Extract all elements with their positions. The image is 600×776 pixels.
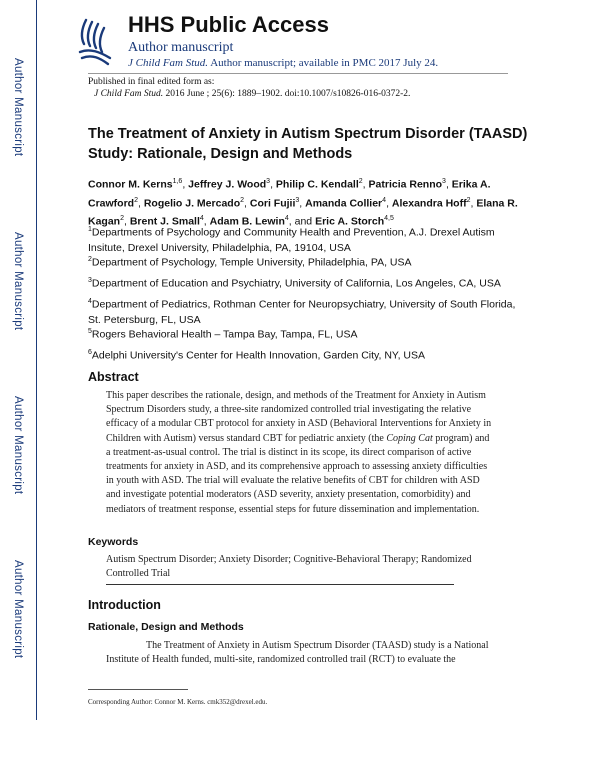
author-manuscript-subtitle: Author manuscript	[128, 40, 234, 55]
author-affiliation-number: 4	[199, 215, 204, 222]
abstract-text: This paper describes the rationale, design, and methods of the Treatment for Anxiety in Autism Spectrum Disorders study, a three-site randomized controlled trial investigating the relative efficacy of a modular CBT protocol for anxiety in ASD (Behavioral Interventions for Anxiety in Children with Autism) versus standard CBT for pediatric anxiety (the Coping Cat program) and a treatment-as-usual control. The trial is distinct in its scope, its direct comparison of active treatments for anxiety in ASD, and its comprehensive approach to assessing anxiety difficulties in youth with ASD. The trial will evaluate the relative benefits of CBT for children with ASD and investigate potential moderators (ASD severity, anxiety presentation, comorbidity) and mediators of treatment response, essential steps for future dissemination and implementation.	[106, 390, 492, 515]
author-name: Rogelio J. Mercado	[143, 197, 241, 209]
keywords-text: Autism Spectrum Disorder; Anxiety Disorder; Cognitive-Behavioral Therapy; Randomized Controlled Trial	[106, 554, 472, 580]
author-separator: ,	[445, 178, 452, 191]
published-label: Published in final edited form as:	[88, 77, 215, 87]
author-separator: ,	[270, 178, 276, 191]
author-name: Patricia Renno	[368, 178, 443, 191]
author-name: Jeffrey J. Wood	[188, 178, 267, 191]
author-name: Cori Fujii	[249, 197, 296, 209]
publication-details: 2016 June ; 25(6): 1889–1902. doi:10.1007/s10826-016-0372-2.	[163, 89, 411, 99]
keywords-heading: Keywords	[88, 536, 139, 548]
author-name: Philip C. Kendall	[275, 178, 359, 191]
author-manuscript-label: Author Manuscript	[12, 396, 24, 495]
author-affiliation-number: 4,5	[384, 215, 394, 222]
author-separator: ,	[182, 178, 189, 191]
rationale-subheading: Rationale, Design and Methods	[88, 621, 244, 633]
author-name: Brent J. Small	[129, 215, 200, 228]
author-separator: ,	[299, 197, 306, 209]
publication-journal: J Child Fam Stud.	[94, 89, 164, 99]
hhs-eagle-logo-icon	[72, 14, 116, 68]
margin-sidebar	[0, 0, 34, 776]
author-separator: ,	[244, 197, 250, 209]
author-affiliation-number: 3	[442, 178, 446, 185]
abstract-heading: Abstract	[88, 370, 139, 384]
author-name: Erika A. Crawford	[88, 178, 491, 209]
author-manuscript-label: Author Manuscript	[12, 58, 24, 157]
affiliation-text: Department of Education and Psychiatry, University of California, Los Angeles, CA, USA	[91, 277, 501, 290]
author-separator: , and	[288, 215, 316, 228]
author-name: Alexandra Hoff	[391, 197, 467, 209]
author-separator: ,	[203, 215, 210, 228]
affiliation-item	[88, 222, 528, 256]
author-affiliation-number: 2	[134, 196, 138, 204]
footnote-rule	[88, 689, 188, 690]
affiliation-text: Rogers Behavioral Health – Tampa Bay, Tampa, FL, USA	[91, 328, 358, 341]
article-title: The Treatment of Anxiety in Autism Spectrum Disorder (TAASD) Study: Rationale, Design and Methods	[88, 126, 528, 162]
affiliation-item	[88, 294, 528, 328]
author-name: Elana R. Kagan	[88, 197, 518, 228]
availability-line	[128, 57, 438, 69]
journal-name: J Child Fam Stud.	[128, 57, 209, 69]
hhs-public-access-title: HHS Public Access	[128, 12, 329, 37]
affiliation-item	[88, 345, 528, 364]
introduction-heading: Introduction	[88, 598, 161, 612]
keywords-rule	[106, 584, 454, 585]
author-name: Amanda Collier	[305, 197, 383, 209]
header-rule	[88, 73, 508, 74]
publication-citation	[94, 89, 410, 99]
author-separator: ,	[138, 197, 144, 209]
author-manuscript-label: Author Manuscript	[12, 560, 24, 659]
sidebar-divider	[36, 0, 37, 720]
affiliation-number: 6	[88, 349, 92, 356]
author-manuscript-label: Author Manuscript	[12, 232, 24, 331]
affiliation-number: 3	[88, 277, 92, 284]
introduction-text: The Treatment of Anxiety in Autism Spectrum Disorder (TAASD) study is a National Institute of Health funded, multi-site, randomized controlled trail (RCT) to evaluate the	[106, 640, 489, 666]
author-affiliation-number: 2	[358, 178, 363, 185]
author-separator: ,	[386, 197, 392, 209]
corresponding-author-footnote: Corresponding Author: Connor M. Kerns. cmk352@drexel.edu.	[88, 698, 268, 706]
affiliation-text: Adelphi University's Center for Health Innovation, Garden City, NY, USA	[91, 349, 426, 362]
author-separator: ,	[470, 197, 477, 209]
author-affiliation-number: 3	[295, 196, 300, 204]
author-separator: ,	[124, 215, 130, 228]
affiliation-number: 4	[88, 298, 92, 305]
author-name: Eric A. Storch	[315, 215, 385, 228]
affiliation-number: 2	[88, 256, 92, 263]
author-affiliation-number: 4	[284, 215, 289, 222]
affiliation-item	[88, 252, 528, 271]
affiliation-number: 1	[88, 226, 92, 233]
author-separator: ,	[362, 178, 369, 191]
affiliation-text: Department of Psychology, Temple University, Philadelphia, PA, USA	[91, 256, 412, 269]
affiliation-item	[88, 273, 528, 292]
author-affiliation-number: 4	[382, 196, 387, 204]
affiliation-text: Department of Pediatrics, Rothman Center for Neuropsychiatry, University of South Florida, St. Petersburg, FL, USA	[88, 298, 516, 326]
author-affiliation-number: 3	[266, 178, 271, 185]
author-name: Adam B. Lewin	[209, 215, 285, 228]
affiliation-item	[88, 324, 528, 343]
availability-text: Author manuscript; available in PMC 2017 July 24.	[208, 57, 439, 69]
author-affiliation-number: 2	[466, 196, 471, 204]
author-affiliation-number: 2	[240, 196, 245, 204]
author-affiliation-number: 1,6	[172, 178, 183, 185]
affiliation-number: 5	[88, 328, 92, 335]
author-affiliation-number: 2	[120, 215, 124, 222]
affiliation-text: Departments of Psychology and Community Health and Prevention, A.J. Drexel Autism Insitute, Drexel University, Philadelphia, PA, 19104, USA	[88, 226, 495, 254]
author-name: Connor M. Kerns	[88, 178, 173, 191]
